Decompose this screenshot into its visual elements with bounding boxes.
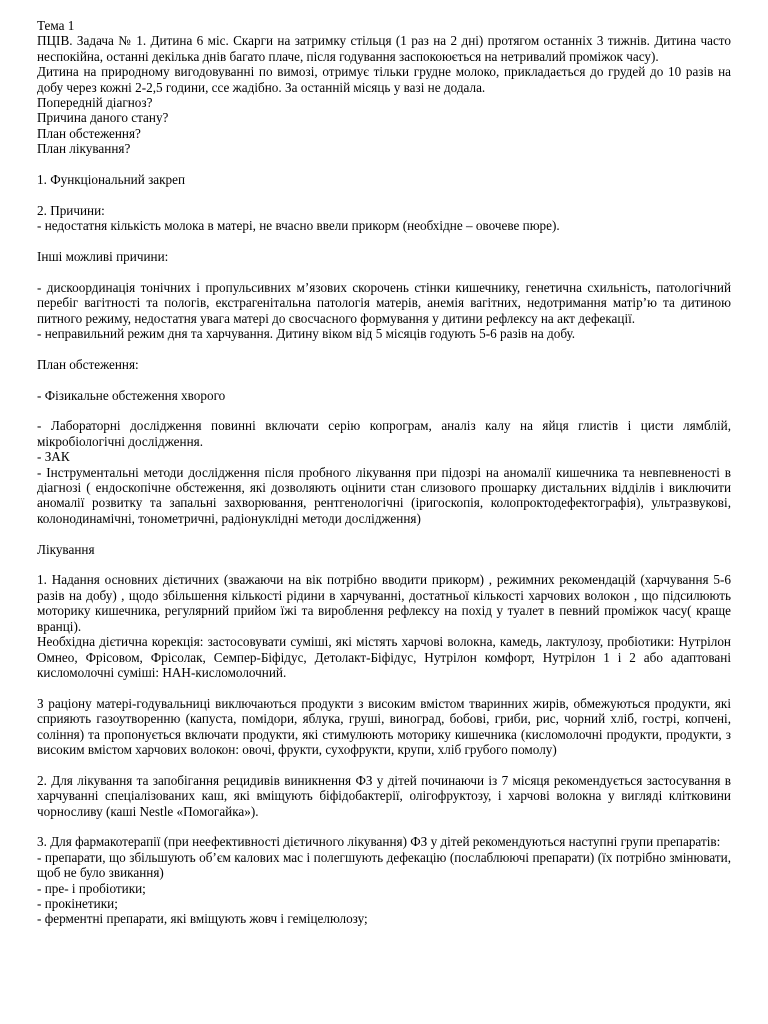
- treatment-diet-correction: Необхідна дієтична корекція: застосовувати суміші, які містять харчові волокна, камедь, лактулозу, пробіотики: Нутрілон Омнео, Фрісовом, Фрісолак, Семпер-Біфідус, Детолакт-Біфідус, Нутрілон комфорт, Нутрілон 1 і 2 або адаптовані кисломолочні суміші: НАН-кисломолочний.: [37, 634, 731, 680]
- treatment-heading: Лікування: [37, 541, 95, 557]
- question-treatment-plan: План лікування?: [37, 141, 131, 157]
- treatment-item-1: 1. Надання основних дієтичних (зважаючи на вік потрібно вводити прикорм) , режимних рекомендацій (харчування 5-6 разів на добу) , щодо збільшення кількості рідини в харчуванні, достатньої кількості харчових волокон , що підсилюють моторику кишечника, регулярний прийом їжі та вироблення рефлексу на похід у туалет в певний проміжок часу( краще вранці).: [37, 572, 731, 634]
- other-cause-item: - неправильний режим дня та харчування. Дитину віком від 5 місяців годують 5-6 разів на добу.: [37, 326, 576, 342]
- task-paragraph: ПЦІВ. Задача № 1. Дитина 6 міс. Скарги на затримку стільця (1 раз на 2 дні) протягом останніх 3 тижнів. Дитина часто неспокійна, останні декілька днів багато плаче, після годування заспокоюється на нетривалий проміжок часу).: [37, 33, 731, 64]
- other-cause-item: - дискоординація тонічних і пропульсивних м’язових скорочень стінки кишечнику, генетична схильність, патологічний перебіг вагітності та пологів, екстрагенітальна патологія матерів, анемія вагітних, недотримання матір’ю та дитиною питного режиму, недостатня увага матері до свосчасного формування у дитини рефлексу на акт дефекації.: [37, 279, 731, 326]
- document-page: [37, 18, 731, 927]
- drug-group-item: - прокінетики;: [37, 895, 118, 911]
- question-diagnosis: Попередній діагноз?: [37, 95, 153, 111]
- feeding-paragraph: Дитина на природному вигодовуванні по вимозі, отримує тільки грудне молоко, прикладається до грудей до 10 разів на добу через кожні 2-2,5 години, ссе жадібно. За останній місяць у вазі не додала.: [37, 64, 731, 95]
- exam-physical: - Фізикальне обстеження хворого: [37, 387, 226, 403]
- exam-instrumental: - Інструментальні методи дослідження після пробного лікування при підозрі на аномалії кишечника та невпевненості в діагнозі ( ендоскопічне обстеження, які дозволяють оцінити стан слизового прошарку дистальних відділів і виключити аномалії розвитку та запальні захворювання, рентгенологічні (іригоскопія, колопроктодефектографія), ультразвукові, колонодинамічні, тонометричні, радіонуклідні методи дослідження): [37, 464, 731, 526]
- question-cause: Причина даного стану?: [37, 110, 169, 126]
- question-exam-plan: План обстеження?: [37, 125, 141, 141]
- treatment-item-2: 2. Для лікування та запобігання рецидивів виникнення ФЗ у дітей починаючи із 7 місяця рекомендується застосування в харчуванні спеціалізованих каш, які вміщують біфідобактерії, олігофруктозу, і харчові волокна у вигляді клітковини чорносливу (каші Nestle «Помогайка»).: [37, 772, 731, 819]
- treatment-mother-diet: З раціону матері-годувальниці виключаються продукти з високим вмістом тваринних жирів, обмежуються продукти, які сприяють газоутворенню (капуста, помідори, яблука, груші, виноград, бобові, гриби, рис, чорний хліб, гострі, копчені, соління) та пропонується включати продукти, які стимулюють моторику кишечника (кисломолочні продукти, продукти, з високим вмістом харчових волокон: овочі, фрукти, сухофрукти, крупи, хліб грубого помолу): [37, 695, 731, 757]
- causes-item: - недостатня кількість молока в матері, не вчасно ввели прикорм (необхідне – овочеве пюре).: [37, 218, 560, 234]
- exam-lab: - Лабораторні дослідження повинні включати серію копрограм, аналіз калу на яйця глистів і цисти лямблій, мікробіологічні дослідження.: [37, 418, 731, 449]
- drug-group-item: - ферментні препарати, які вміщують жовч і геміцелюлозу;: [37, 911, 368, 927]
- answer-diagnosis: 1. Функціональний закреп: [37, 172, 186, 188]
- topic-heading: Тема 1: [37, 18, 75, 33]
- causes-heading: 2. Причини:: [37, 202, 105, 218]
- other-causes-heading: Інші можливі причини:: [37, 249, 169, 265]
- drug-group-item: - пре- і пробіотики;: [37, 880, 146, 896]
- treatment-item-3: 3. Для фармакотерапії (при неефективності дієтичного лікування) ФЗ у дітей рекомендуються наступні групи препаратів:: [37, 834, 721, 850]
- exam-heading: План обстеження:: [37, 356, 139, 372]
- exam-zak: - ЗАК: [37, 449, 70, 465]
- drug-group-item: - препарати, що збільшують об’єм калових мас і полегшують дефекацію (послаблюючі препарати) (їх потрібно змінювати, щоб не було звикання): [37, 849, 731, 881]
